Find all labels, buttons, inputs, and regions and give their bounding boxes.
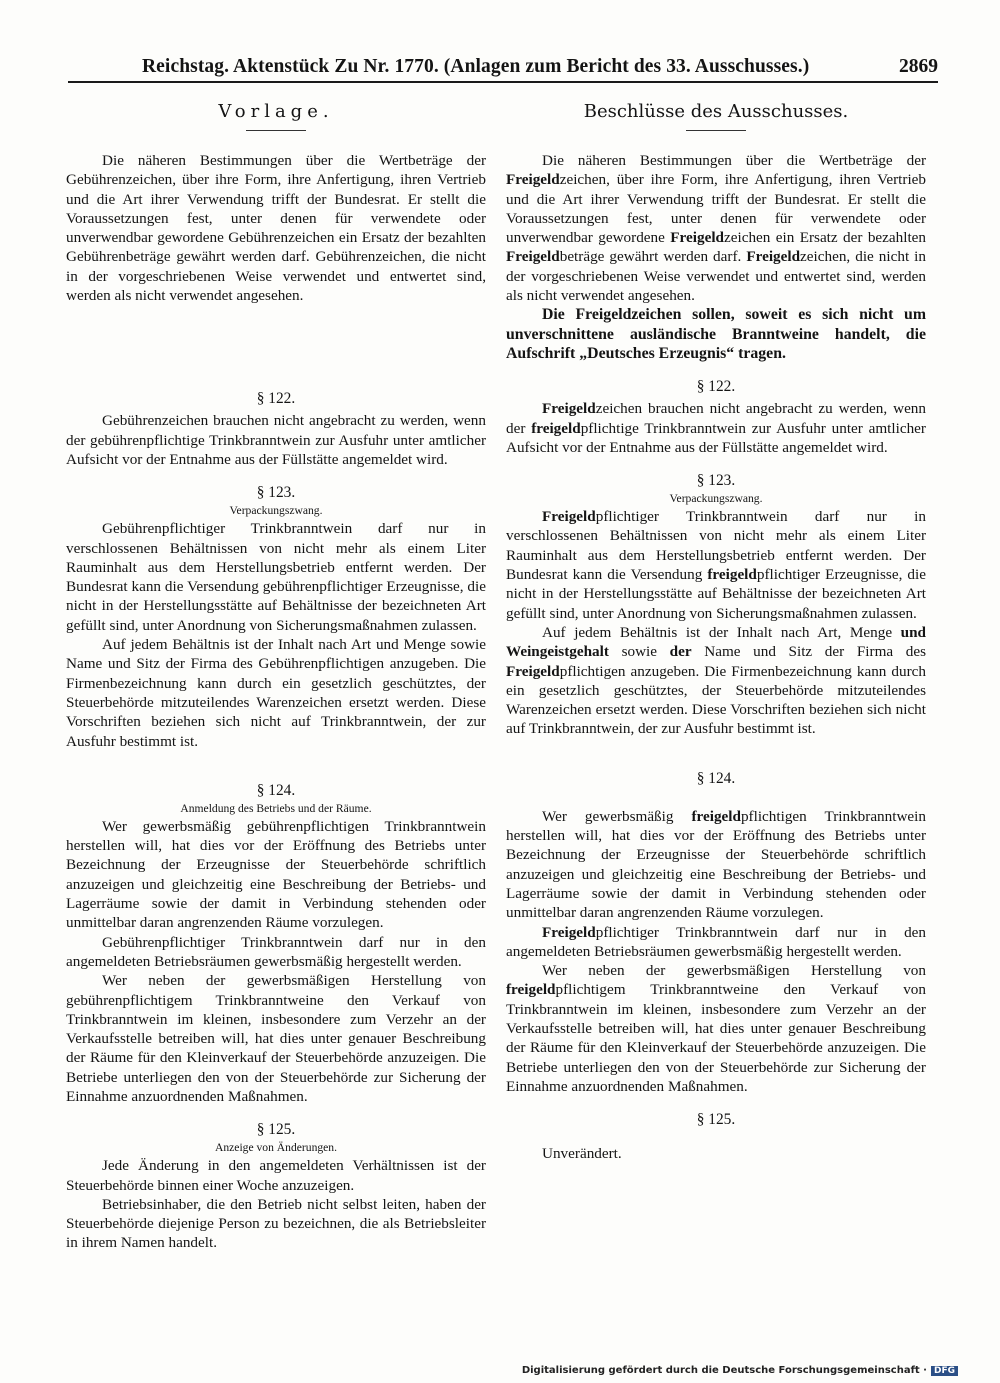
intro-bold-paragraph: Die Freigeldzeichen sollen, soweit es sich nicht um unverschnittene ausländische Branntweine handelt, die Aufschrift „Deutsches Erzeugnis“ tragen.: [506, 306, 926, 362]
page-number: 2869: [899, 56, 938, 77]
section-123-heading: § 123.: [696, 472, 736, 490]
header-title: Reichstag. Aktenstück Zu Nr. 1770. (Anlagen zum Bericht des 33. Ausschusses.): [142, 56, 810, 77]
section-125-paragraph: Jede Änderung in den angemeldeten Verhältnissen ist der Steuerbehörde binnen einer Woche anzuzeigen.: [66, 1157, 486, 1194]
section-122-text: Freigeldzeichen brauchen nicht angebracht zu werden, wenn der freigeldpflichtige Trinkbranntwein zur Ausfuhr unter amtlicher Aufsicht vor der Entnahme aus der Füllstätte angemeldet wird.: [506, 400, 926, 456]
section-125-paragraph: Betriebsinhaber, die den Betrieb nicht selbst leiten, haben der Steuerbehörde diejenige Person zu bezeichnen, die als Betriebsleiter in ihrem Namen handelt.: [66, 1195, 486, 1252]
dfg-logo: DFG: [931, 1366, 958, 1376]
section-124-heading: § 124.: [256, 781, 296, 799]
section-124-paragraph: Wer neben der gewerbsmäßigen Herstellung von freigeldpflichtigem Trinkbranntweine den Verkauf von Trinkbranntwein im kleinen, insbesondere zum Verzehr an der Verkaufsstelle betreiben will, hat dies unter genauer Beschreibung der Räume für den Kleinverkauf der Steuerbehörde anzuzeigen. Die Betriebe unterliegen den von der Steuerbehörde zur Sicherung der Einnahme anzuordnenden Maßnahmen.: [506, 962, 926, 1095]
section-124-paragraph: Wer neben der gewerbsmäßigen Herstellung von gebührenpflichtigem Trinkbranntweine den Verkauf von Trinkbranntwein im kleinen, insbesondere zum Verzehr an der Verkaufsstelle betreiben will, hat dies unter genauer Beschreibung der Räume für den Kleinverkauf der Steuerbehörde anzuzeigen. Die Betriebe unterliegen den von der Steuerbehörde zur Sicherung der Einnahme anzuordnenden Maßnahmen.: [66, 972, 486, 1105]
section-125-heading: § 125.: [696, 1111, 736, 1129]
section-123-subtitle: Verpackungszwang.: [669, 492, 763, 506]
column-beschluesse: [506, 100, 926, 1163]
column-title: Vorlage.: [218, 101, 334, 122]
section-123-paragraph: Freigeldpflichtiger Trinkbranntwein darf nur in verschlossenen Behältnissen von nicht mehr als einem Liter Rauminhalt aus dem Herstellungsbetrieb entfernt werden. Der Bundesrat kann die Versendung freigeldpflichtiger Erzeugnisse, die nicht in der Herstellungsstätte auf Behältnisse der bezeichneten Art gefüllt sind, unter Anordnung von Sicherungsmaßnahmen zulassen.: [506, 508, 926, 622]
section-122-heading: § 122.: [256, 390, 296, 408]
section-125-heading: § 125.: [256, 1121, 296, 1139]
section-124-paragraph: Wer gewerbsmäßig gebührenpflichtigen Trinkbranntwein herstellen will, hat dies vor der Eröffnung des Betriebs unter Bezeichnung der Erzeugnisse der Steuerbehörde schriftlich anzuzeigen und gleichzeitig eine Beschreibung der Betriebs- und Lagerräume sowie der damit in Verbindung stehenden oder unmittelbar daran angrenzenden Räume vorzulegen.: [66, 817, 486, 932]
column-title: Beschlüsse des Ausschusses.: [583, 101, 849, 122]
section-124-paragraph: Wer gewerbsmäßig freigeldpflichtigen Trinkbranntwein herstellen will, hat dies vor der Eröffnung des Betriebs unter Bezeichnung der Erzeugnisse der Steuerbehörde schriftlich anzuzeigen und gleichzeitig eine Beschreibung der Betriebs- und Lagerräume sowie der damit in Verbindung stehenden oder unmittelbar daran angrenzenden Räume vorzulegen.: [506, 807, 926, 922]
title-rule: [686, 130, 746, 131]
section-125-text: Unverändert.: [542, 1145, 622, 1163]
header-rule: [68, 81, 938, 83]
intro-paragraph: Die näheren Bestimmungen über die Wertbeträge der Freigeldzeichen, über ihre Form, ihre Anfertigung, ihren Vertrieb und die Art ihrer Verwendung trifft der Bundesrat. Er stellt die Voraussetzungen fest, unter denen für verwendete oder unverwendbar gewordene Freigeldzeichen ein Ersatz der bezahlten Freigeldbeträge gewährt werden darf. Freigeldzeichen, die nicht in der vorgeschriebenen Weise verwendet und entwertet sind, werden als nicht verwendet angesehen.: [506, 152, 927, 305]
section-122-text: Gebührenzeichen brauchen nicht angebracht zu werden, wenn der gebührenpflichtige Trinkbranntwein zur Ausfuhr unter amtlicher Aufsicht vor der Entnahme aus der Füllstätte angemeldet wird.: [66, 412, 486, 468]
section-124-subtitle: Anmeldung des Betriebs und der Räume.: [180, 801, 372, 815]
section-123-paragraph: Auf jedem Behältnis ist der Inhalt nach Art und Menge sowie Name und Sitz der Firma des Gebührenpflichtigen anzugeben. Die Firmenbezeichnung kann durch ein gesetzlich geschütztes, der Steuerbehörde mitzuteilendes Warenzeichen ersetzt werden. Diese Vorschriften beziehen sich nicht auf Trinkbranntwein, der zur Ausfuhr bestimmt ist.: [66, 636, 486, 750]
section-122-heading: § 122.: [696, 378, 736, 396]
section-125-subtitle: Anzeige von Änderungen.: [214, 1141, 338, 1155]
section-123-subtitle: Verpackungszwang.: [229, 504, 323, 518]
title-rule: [246, 130, 306, 131]
section-124-paragraph: Freigeldpflichtiger Trinkbranntwein darf nur in den angemeldeten Betriebsräumen gewerbsmäßig hergestellt werden.: [506, 923, 926, 960]
page-header: [68, 54, 938, 82]
column-vorlage: [66, 100, 486, 1253]
section-124-paragraph: Gebührenpflichtiger Trinkbranntwein darf nur in den angemeldeten Betriebsräumen gewerbsmäßig hergestellt werden.: [66, 933, 486, 970]
footer-text: Digitalisierung gefördert durch die Deutsche Forschungsgemeinschaft ·: [521, 1365, 927, 1376]
section-124-heading: § 124.: [696, 769, 736, 787]
intro-paragraph: Die näheren Bestimmungen über die Wertbeträge der Gebührenzeichen, über ihre Form, ihre Anfertigung, ihren Vertrieb und die Art ihrer Verwendung trifft der Bundesrat. Er stellt die Voraussetzungen fest, unter denen für verwendete oder unverwendbar gewordene Gebührenzeichen ein Ersatz der bezahlten Gebührenbeträge gewährt werden darf. Gebührenzeichen, die nicht in der vorgeschriebenen Weise verwendet und entwertet sind, werden als nicht verwendet angesehen.: [66, 152, 486, 305]
digitization-footer: [522, 1365, 958, 1376]
section-123-paragraph: Auf jedem Behältnis ist der Inhalt nach Art, Menge und Weingeistgehalt sowie der Name und Sitz der Firma des Freigeldpflichtigen anzugeben. Die Firmenbezeichnung kann durch ein gesetzlich geschütztes, der Steuerbehörde mitzuteilendes Warenzeichen ersetzt werden. Diese Vorschriften beziehen sich nicht auf Trinkbranntwein, der zur Ausfuhr bestimmt ist.: [506, 623, 927, 738]
section-123-paragraph: Gebührenpflichtiger Trinkbranntwein darf nur in verschlossenen Behältnissen von nicht mehr als einem Liter Rauminhalt aus dem Herstellungsbetrieb entfernt werden. Der Bundesrat kann die Versendung gebührenpflichtiger Erzeugnisse, die nicht in der Herstellungsstätte auf Behältnisse der bezeichneten Art gefüllt sind, unter Anordnung von Sicherungsmaßnahmen zulassen.: [66, 520, 486, 634]
section-123-heading: § 123.: [256, 484, 296, 502]
